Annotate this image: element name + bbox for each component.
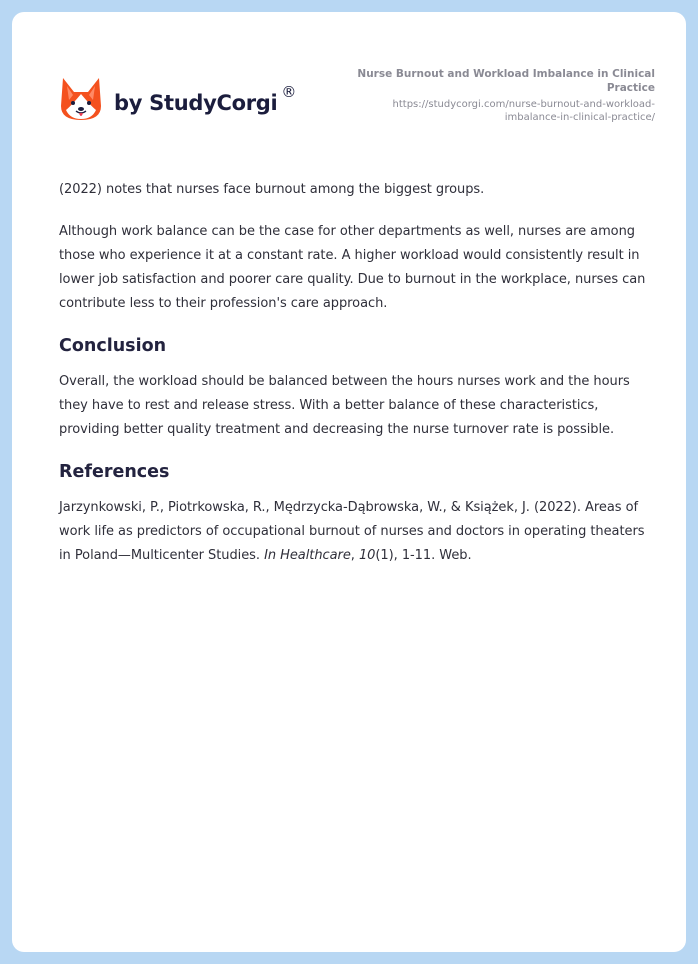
document-url[interactable]: https://studycorgi.com/nurse-burnout-and-workload-imbalance-in-clinical-practice/ <box>392 99 655 123</box>
body-paragraph: (2022) notes that nurses face burnout among the biggest groups. <box>59 182 485 197</box>
document-header <box>12 12 686 152</box>
studycorgi-logo[interactable] <box>60 76 296 122</box>
conclusion-heading: Conclusion <box>59 336 167 356</box>
conclusion-paragraph: Overall, the workload should be balanced between the hours nurses work and the hours they have to rest and release stress. With a better balance of these characteristics, providing better quality treatment and decreasing the nurse turnover rate is possible. <box>59 374 630 437</box>
corgi-logo-icon <box>60 76 102 122</box>
reference-entry <box>59 496 654 568</box>
reference-issue-pages: (1), 1-11. Web. <box>375 548 472 563</box>
reference-authors-title: Jarzynkowski, P., Piotrkowska, R., Mędrzycka-Dąbrowska, W., & Książek, J. (2022). Areas of work life as predictors of occupational burnout of nurses and doctors in operating theaters in Poland—Multicenter Studies. <box>59 500 645 563</box>
document-meta <box>345 67 655 124</box>
reference-journal: In Healthcare <box>264 548 351 563</box>
reference-separator: , <box>350 548 359 563</box>
document-card <box>12 12 686 952</box>
reference-volume: 10 <box>358 548 376 563</box>
body-paragraph: Although work balance can be the case for other departments as well, nurses are among those who experience it at a constant rate. A higher workload would consistently result in lower job satisfaction and poorer care quality. Due to burnout in the workplace, nurses can contribute less to their profession's care approach. <box>59 224 646 311</box>
registered-mark: ® <box>281 83 297 101</box>
logo-wordmark: by StudyCorgi <box>114 91 278 115</box>
document-body <box>59 178 654 586</box>
document-title: Nurse Burnout and Workload Imbalance in Clinical Practice <box>357 68 655 94</box>
references-heading: References <box>59 462 170 482</box>
